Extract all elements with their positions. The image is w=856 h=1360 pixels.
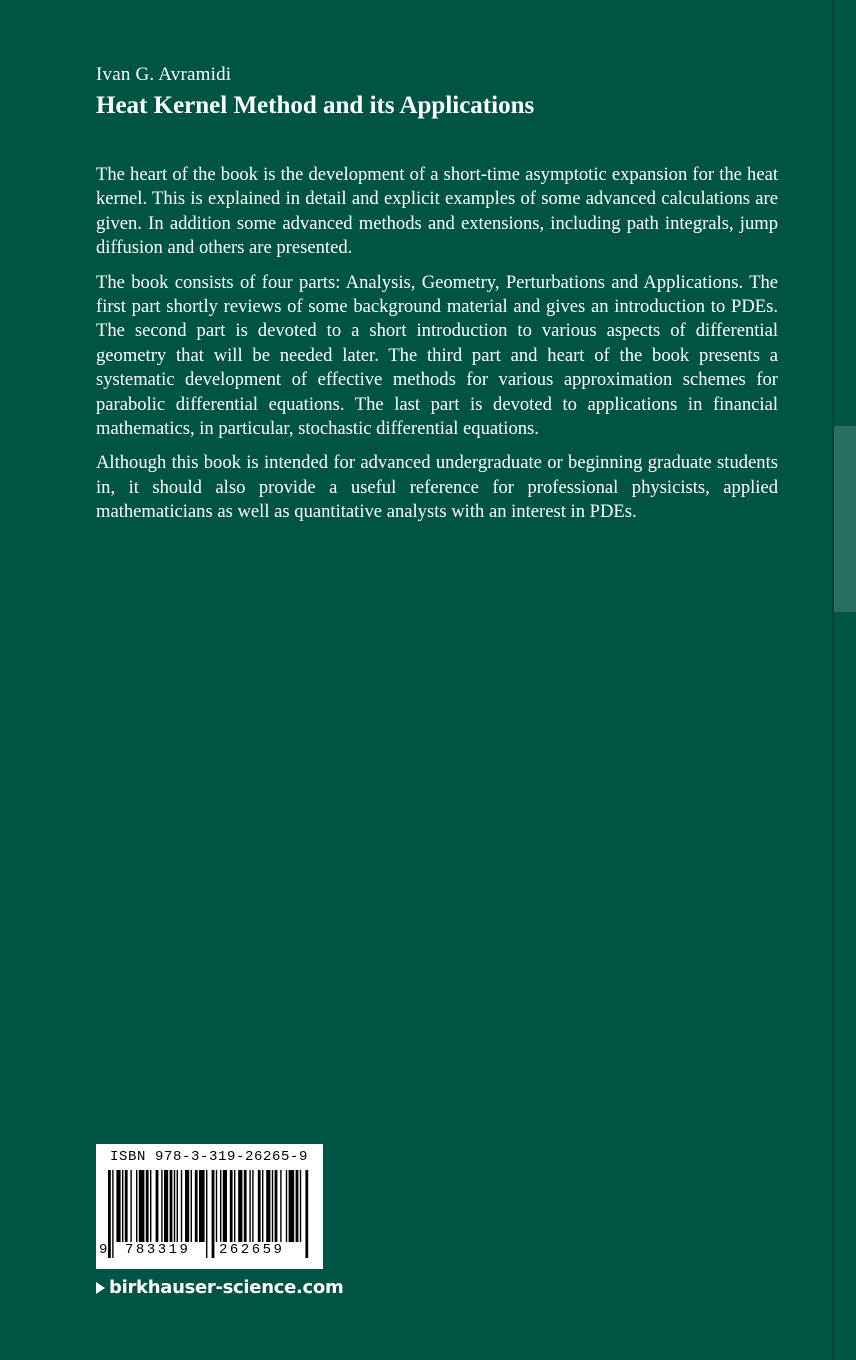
barcode-bar (300, 1170, 301, 1242)
barcode-bar (112, 1170, 113, 1258)
barcode-bar (177, 1170, 178, 1242)
barcode-bar (108, 1170, 111, 1258)
barcode-bar (305, 1170, 308, 1258)
barcode-left-digits: 783319 (125, 1242, 191, 1258)
blurb (96, 163, 778, 535)
barcode-first-digit: 9 (99, 1242, 108, 1258)
barcode-bar (116, 1170, 120, 1242)
barcode-bar (125, 1170, 128, 1242)
barcode-bar (244, 1170, 247, 1242)
barcode-bar (122, 1170, 123, 1242)
barcode-bar (296, 1170, 299, 1242)
spine-tab (834, 426, 856, 612)
barcode-bar (199, 1170, 205, 1242)
barcode-bar (206, 1170, 207, 1258)
isbn-label: ISBN 978-3-319-26265-9 (110, 1149, 309, 1165)
barcode-bar (191, 1170, 192, 1242)
barcode-bar (223, 1170, 227, 1242)
barcode-bar (212, 1170, 215, 1258)
barcode-bar (170, 1170, 173, 1242)
barcode-bar (195, 1170, 198, 1242)
barcode-bar (185, 1170, 189, 1242)
blurb-paragraph: Although this book is intended for advanced undergraduate or beginning graduate students in, it should also provide a useful reference for professional physicists, applied mathematicians as well as quantitative analysts with an interest in PDEs. (96, 452, 778, 523)
barcode-bar (266, 1170, 270, 1242)
barcode-bar (286, 1170, 287, 1242)
barcode-bar (280, 1170, 281, 1242)
barcode-bar (249, 1170, 250, 1242)
author-name: Ivan G. Avramidi (96, 64, 232, 85)
barcode-bar (139, 1170, 145, 1242)
blurb-paragraph: The book consists of four parts: Analysis, Geometry, Perturbations and Applications. The first part shortly reviews of some background material and gives an introduction to PDEs. The second part is devoted to a short introduction to various aspects of differential geometry that will be needed later. The third part and heart of the book presents a systematic development of effective methods for various approximation schemes for parabolic differential equations. The last part is devoted to applications in financial mathematics, in particular, stochastic differential equations. (96, 271, 778, 440)
barcode-bar (252, 1170, 253, 1242)
barcode-bar (275, 1170, 278, 1242)
barcode-bar (130, 1170, 131, 1242)
barcode-right-digits: 262659 (219, 1242, 285, 1258)
barcode-bar (262, 1170, 263, 1242)
barcode-bar (181, 1170, 182, 1242)
barcode-bar (136, 1170, 137, 1242)
barcode-bar (146, 1170, 149, 1242)
barcode-bar (234, 1170, 235, 1242)
barcode-bar (272, 1170, 273, 1242)
isbn-barcode (96, 1144, 323, 1269)
book-title: Heat Kernel Method and its Applications (96, 92, 535, 119)
play-arrow-icon (96, 1282, 105, 1294)
barcode-bar (230, 1170, 233, 1242)
barcode-bar (220, 1170, 221, 1242)
barcode-bar (216, 1170, 217, 1242)
barcode-bar (150, 1170, 151, 1242)
barcode-bar (156, 1170, 159, 1242)
website-label: birkhauser-science.com (109, 1277, 344, 1298)
barcode-bar (289, 1170, 295, 1242)
barcode-bar (161, 1170, 162, 1242)
publisher-website[interactable] (96, 1277, 343, 1298)
barcode-bar (174, 1170, 175, 1242)
barcode-bar (238, 1170, 242, 1242)
barcode-bar (164, 1170, 168, 1242)
barcode-bar (258, 1170, 261, 1242)
spine-edge (832, 0, 834, 1360)
blurb-paragraph: The heart of the book is the development of a short-time asymptotic expansion for the heat kernel. This is explained in detail and explicit examples of some advanced calculations are given. In addition some advanced methods and extensions, including path integrals, jump diffusion and others are presented. (96, 164, 778, 259)
